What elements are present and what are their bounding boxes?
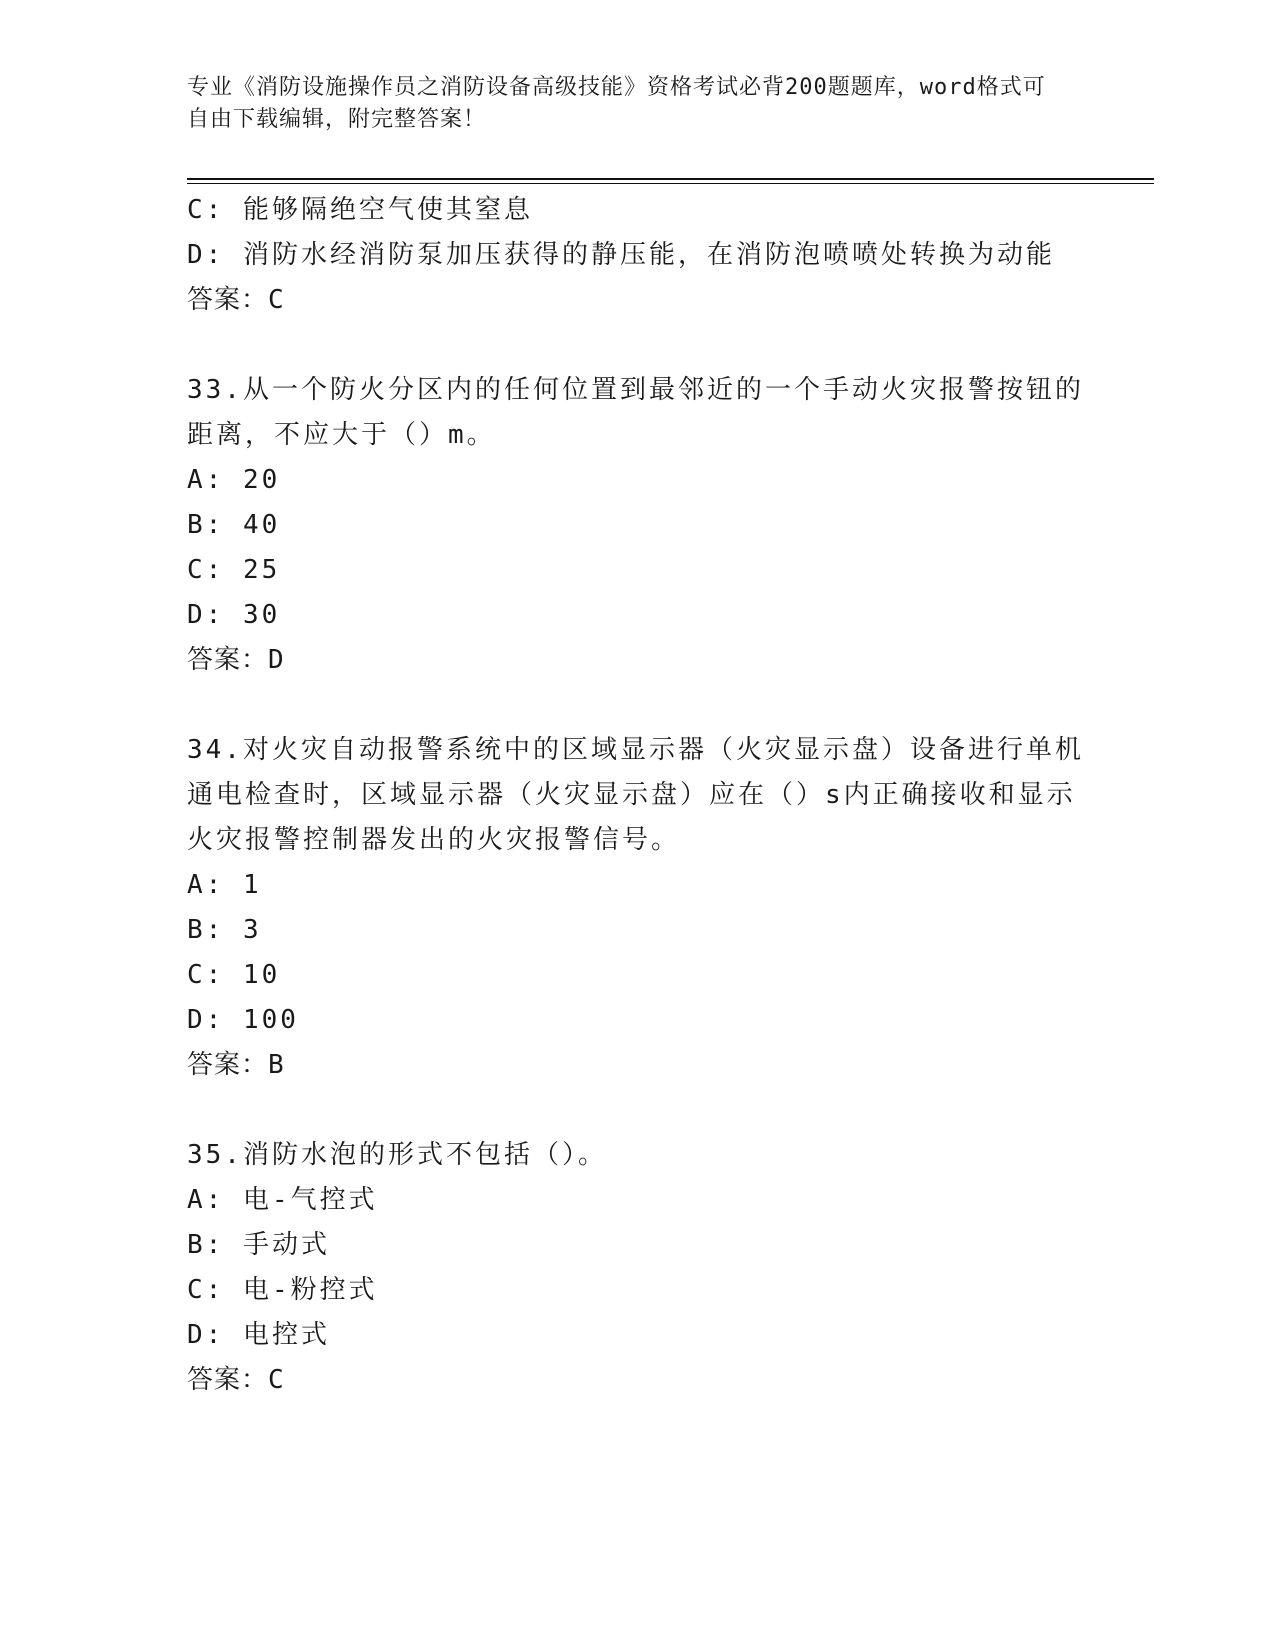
option-text: 25 (242, 555, 281, 585)
option-letter: C: (187, 555, 225, 585)
option-letter: C: (187, 195, 225, 225)
option-text: 20 (242, 465, 281, 495)
question-number: 33. (187, 375, 243, 405)
question-35 (187, 1133, 1087, 1403)
question-number: 34. (187, 735, 243, 765)
answer-value: C (268, 1365, 285, 1395)
option-letter: C: (187, 1275, 225, 1305)
option-letter: A: (187, 1185, 225, 1215)
option-text: 30 (242, 600, 281, 630)
option-letter: D: (187, 600, 225, 630)
option-letter: B: (187, 1230, 225, 1260)
answer-value: D (268, 645, 285, 675)
question-stem (187, 368, 1087, 458)
option-c (187, 953, 1087, 998)
option-letter: A: (187, 465, 225, 495)
question-text: 消防水泡的形式不包括（）。 (242, 1140, 607, 1170)
option-a (187, 863, 1087, 908)
option-text: 电-气控式 (242, 1185, 378, 1215)
option-letter: B: (187, 510, 225, 540)
option-letter: A: (187, 870, 225, 900)
answer-label: 答案： (187, 645, 269, 675)
option-b (187, 1223, 1087, 1268)
option-b (187, 908, 1087, 953)
option-d (187, 593, 1087, 638)
answer-line (187, 1043, 1087, 1088)
option-letter: B: (187, 915, 225, 945)
header-rule-thick (187, 178, 1154, 180)
option-b (187, 503, 1087, 548)
question-number: 35. (187, 1140, 243, 1170)
option-text: 电-粉控式 (242, 1275, 378, 1305)
option-text: 1 (242, 870, 262, 900)
answer-value: B (268, 1050, 285, 1080)
header-rule-thin (187, 183, 1154, 184)
option-text: 手动式 (242, 1230, 330, 1260)
question-text: 从一个防火分区内的任何位置到最邻近的一个手动火灾报警按钮的距离，不应大于（）m。 (187, 375, 1084, 450)
option-d (187, 233, 1087, 278)
option-text: 40 (242, 510, 281, 540)
document-header: 专业《消防设施操作员之消防设备高级技能》资格考试必背200题题库，word格式可自由下载编辑，附完整答案！ (187, 75, 1046, 132)
option-text: 100 (242, 1005, 299, 1035)
option-text: 10 (242, 960, 281, 990)
option-c (187, 548, 1087, 593)
option-c (187, 1268, 1087, 1313)
answer-line (187, 278, 1087, 323)
answer-label: 答案： (187, 1050, 269, 1080)
option-text: 电控式 (242, 1320, 330, 1350)
option-c (187, 188, 1087, 233)
question-stem (187, 728, 1087, 863)
question-33 (187, 368, 1087, 683)
answer-value: C (268, 285, 285, 315)
option-text: 消防水经消防泵加压获得的静压能，在消防泡喷喷处转换为动能 (242, 240, 1055, 270)
option-letter: D: (187, 240, 225, 270)
answer-label: 答案： (187, 285, 269, 315)
answer-label: 答案： (187, 1365, 269, 1395)
option-d (187, 998, 1087, 1043)
answer-line (187, 1358, 1087, 1403)
question-34 (187, 728, 1087, 1088)
option-a (187, 458, 1087, 503)
option-text: 3 (242, 915, 262, 945)
option-text: 能够隔绝空气使其窒息 (242, 195, 533, 225)
question-content (187, 188, 1087, 1448)
partial-question (187, 188, 1087, 323)
question-text: 对火灾自动报警系统中的区域显示器（火灾显示盘）设备进行单机通电检查时，区域显示器（火灾显示盘）应在（）s内正确接收和显示火灾报警控制器发出的火灾报警信号。 (187, 735, 1084, 855)
answer-line (187, 638, 1087, 683)
question-stem (187, 1133, 1087, 1178)
option-d (187, 1313, 1087, 1358)
option-a (187, 1178, 1087, 1223)
option-letter: D: (187, 1320, 225, 1350)
option-letter: D: (187, 1005, 225, 1035)
option-letter: C: (187, 960, 225, 990)
